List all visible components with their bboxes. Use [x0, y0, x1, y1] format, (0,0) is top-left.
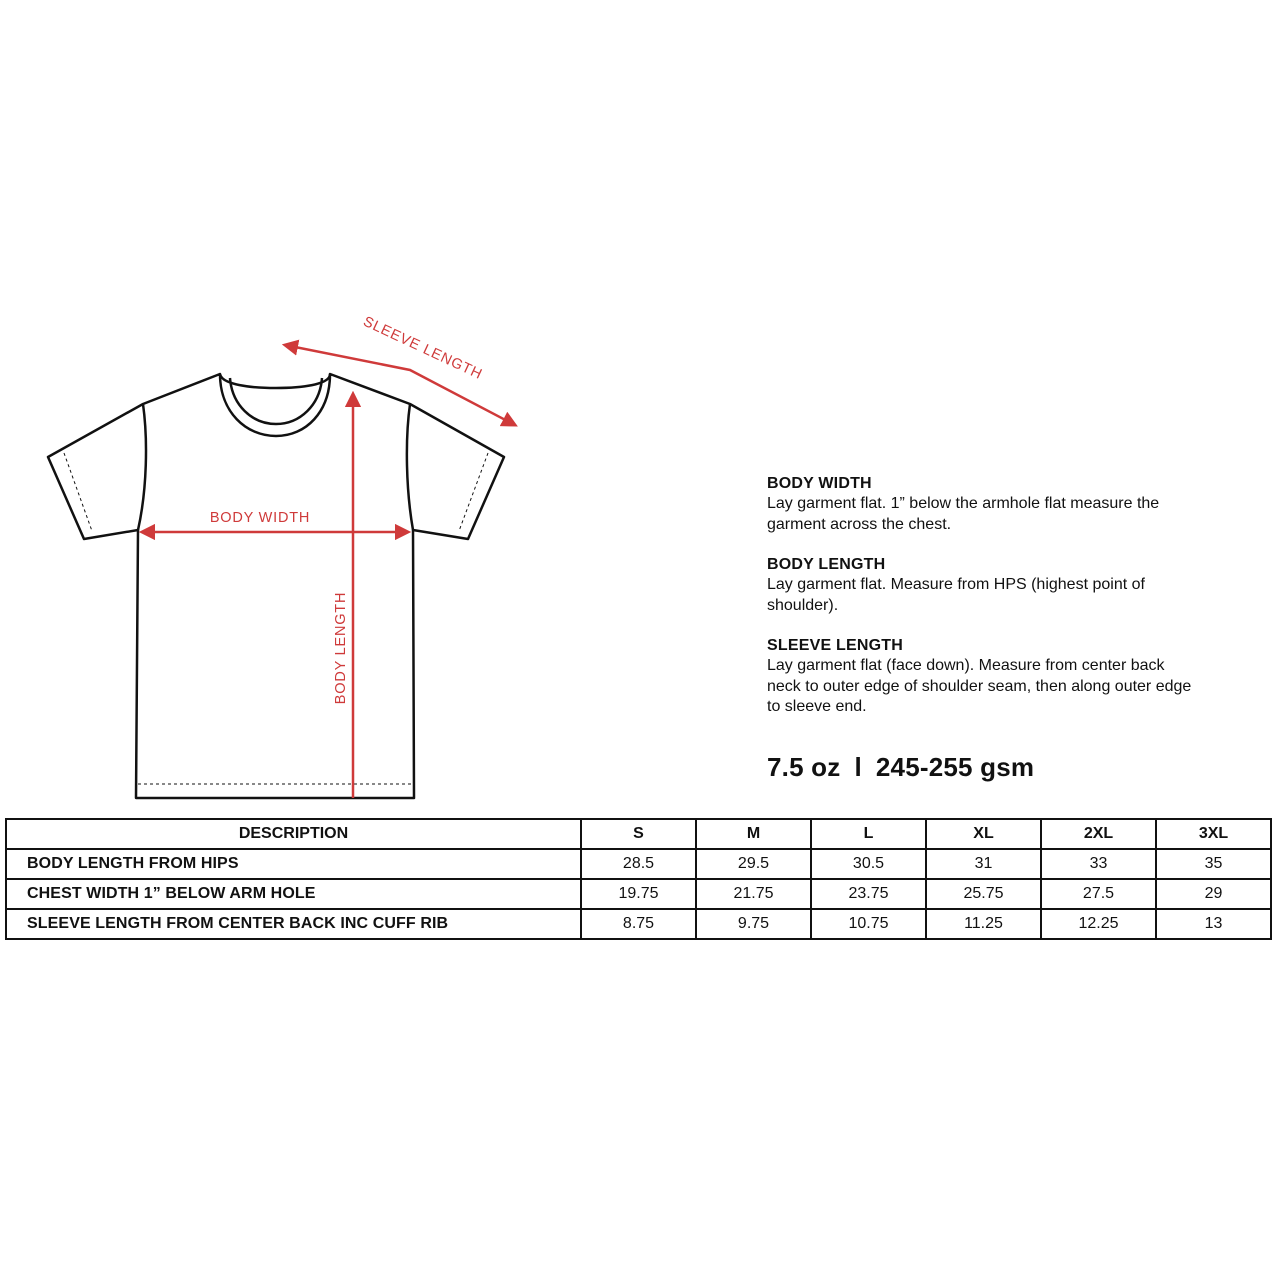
row-description: SLEEVE LENGTH FROM CENTER BACK INC CUFF RIB [6, 909, 581, 939]
table-cell: 19.75 [581, 879, 696, 909]
tshirt-measurement-diagram [0, 290, 560, 820]
table-header-row [6, 819, 1271, 849]
table-cell: 8.75 [581, 909, 696, 939]
table-cell: 23.75 [811, 879, 926, 909]
column-header-3xl: 3XL [1156, 819, 1271, 849]
column-header-description: DESCRIPTION [6, 819, 581, 849]
table-cell: 31 [926, 849, 1041, 879]
table-cell: 21.75 [696, 879, 811, 909]
instruction-text: Lay garment flat. Measure from HPS (highest point of shoulder). [767, 576, 1145, 614]
column-header-m: M [696, 819, 811, 849]
table-row [6, 849, 1271, 879]
tshirt-outline [48, 374, 504, 798]
instruction-title: BODY WIDTH [767, 475, 872, 492]
table-cell: 33 [1041, 849, 1156, 879]
instruction-text: Lay garment flat. 1” below the armhole flat measure the garment across the chest. [767, 495, 1160, 533]
table-cell: 28.5 [581, 849, 696, 879]
instruction-sleeve-length [767, 636, 1197, 718]
table-cell: 13 [1156, 909, 1271, 939]
size-chart-table [5, 818, 1272, 940]
fabric-weight-gsm: 245-255 gsm [875, 752, 1035, 782]
table-cell: 29.5 [696, 849, 811, 879]
fabric-weight-separator: l [854, 752, 862, 782]
table-cell: 25.75 [926, 879, 1041, 909]
measuring-instructions [767, 474, 1197, 738]
row-description: CHEST WIDTH 1” BELOW ARM HOLE [6, 879, 581, 909]
table-row [6, 909, 1271, 939]
sleeve-length-label: SLEEVE LENGTH [360, 313, 485, 384]
instruction-title: SLEEVE LENGTH [767, 637, 903, 654]
table-cell: 12.25 [1041, 909, 1156, 939]
tshirt-diagram-svg [0, 290, 560, 820]
table-cell: 9.75 [696, 909, 811, 939]
row-description: BODY LENGTH FROM HIPS [6, 849, 581, 879]
fabric-weight [767, 752, 1034, 783]
body-length-label: BODY LENGTH [333, 591, 349, 705]
instruction-text: Lay garment flat (face down). Measure from center back neck to outer edge of shoulder seam, then along outer edge to sleeve end. [767, 657, 1192, 715]
column-header-xl: XL [926, 819, 1041, 849]
column-header-l: L [811, 819, 926, 849]
body-width-label: BODY WIDTH [209, 510, 311, 526]
instruction-body-length [767, 555, 1197, 616]
table-cell: 35 [1156, 849, 1271, 879]
fabric-weight-oz: 7.5 oz [767, 752, 841, 782]
table-cell: 29 [1156, 879, 1271, 909]
instruction-body-width [767, 474, 1197, 535]
instruction-title: BODY LENGTH [767, 556, 886, 573]
table-cell: 27.5 [1041, 879, 1156, 909]
column-header-s: S [581, 819, 696, 849]
table-row [6, 879, 1271, 909]
column-header-2xl: 2XL [1041, 819, 1156, 849]
table-cell: 10.75 [811, 909, 926, 939]
table-cell: 11.25 [926, 909, 1041, 939]
table-cell: 30.5 [811, 849, 926, 879]
